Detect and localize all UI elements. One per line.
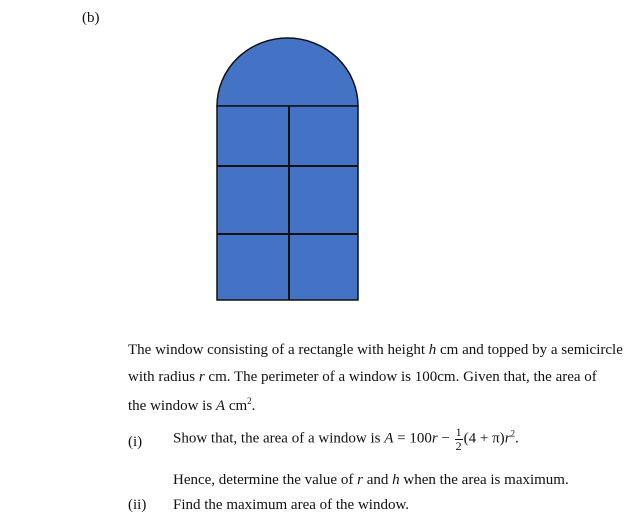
var-A: A	[215, 398, 226, 414]
question-ii-text: Find the maximum area of the window.	[173, 497, 410, 513]
unit: cm	[228, 398, 248, 414]
text: (4 + π)	[463, 430, 505, 447]
var-r: r	[357, 472, 363, 488]
window-semicircle	[217, 38, 358, 106]
var-r: r	[198, 369, 205, 385]
fraction-half	[455, 426, 463, 452]
numerator: 1	[455, 425, 462, 439]
text: cm and topped by a semicircle	[436, 342, 623, 358]
var-r: r	[504, 430, 511, 447]
var-h: h	[392, 472, 400, 488]
window-rectangle	[217, 106, 358, 300]
perimeter-value: 100	[414, 369, 438, 385]
text: and	[362, 472, 393, 488]
text: −	[437, 430, 454, 447]
exponent: 2	[247, 396, 252, 406]
text: .	[251, 398, 256, 414]
text: cm. The perimeter of a window is	[204, 369, 415, 385]
text: = 100	[393, 430, 432, 447]
text: cm. Given that, the area of	[437, 369, 597, 385]
denominator: 2	[455, 438, 462, 453]
text: when the area is maximum.	[399, 472, 569, 488]
text: .	[515, 430, 519, 447]
question-number-i: (i)	[128, 434, 143, 450]
part-label: (b)	[82, 10, 100, 26]
exponent: 2	[510, 428, 516, 439]
question-number-ii: (ii)	[128, 497, 147, 513]
text: the window is	[128, 398, 216, 414]
text: with radius	[128, 369, 199, 385]
text: Hence, determine the value of	[173, 472, 358, 488]
paragraph-line-3	[128, 397, 255, 414]
text: The window consisting of a rectangle with height	[128, 342, 429, 358]
question-i-followup	[173, 472, 569, 489]
var-r: r	[431, 430, 438, 447]
paragraph-line-1	[128, 343, 623, 358]
question-i-text	[173, 426, 519, 452]
text: Show that, the area of a window is	[173, 430, 385, 447]
var-h: h	[428, 342, 437, 358]
var-A: A	[384, 430, 394, 447]
paragraph-line-2	[128, 370, 597, 385]
